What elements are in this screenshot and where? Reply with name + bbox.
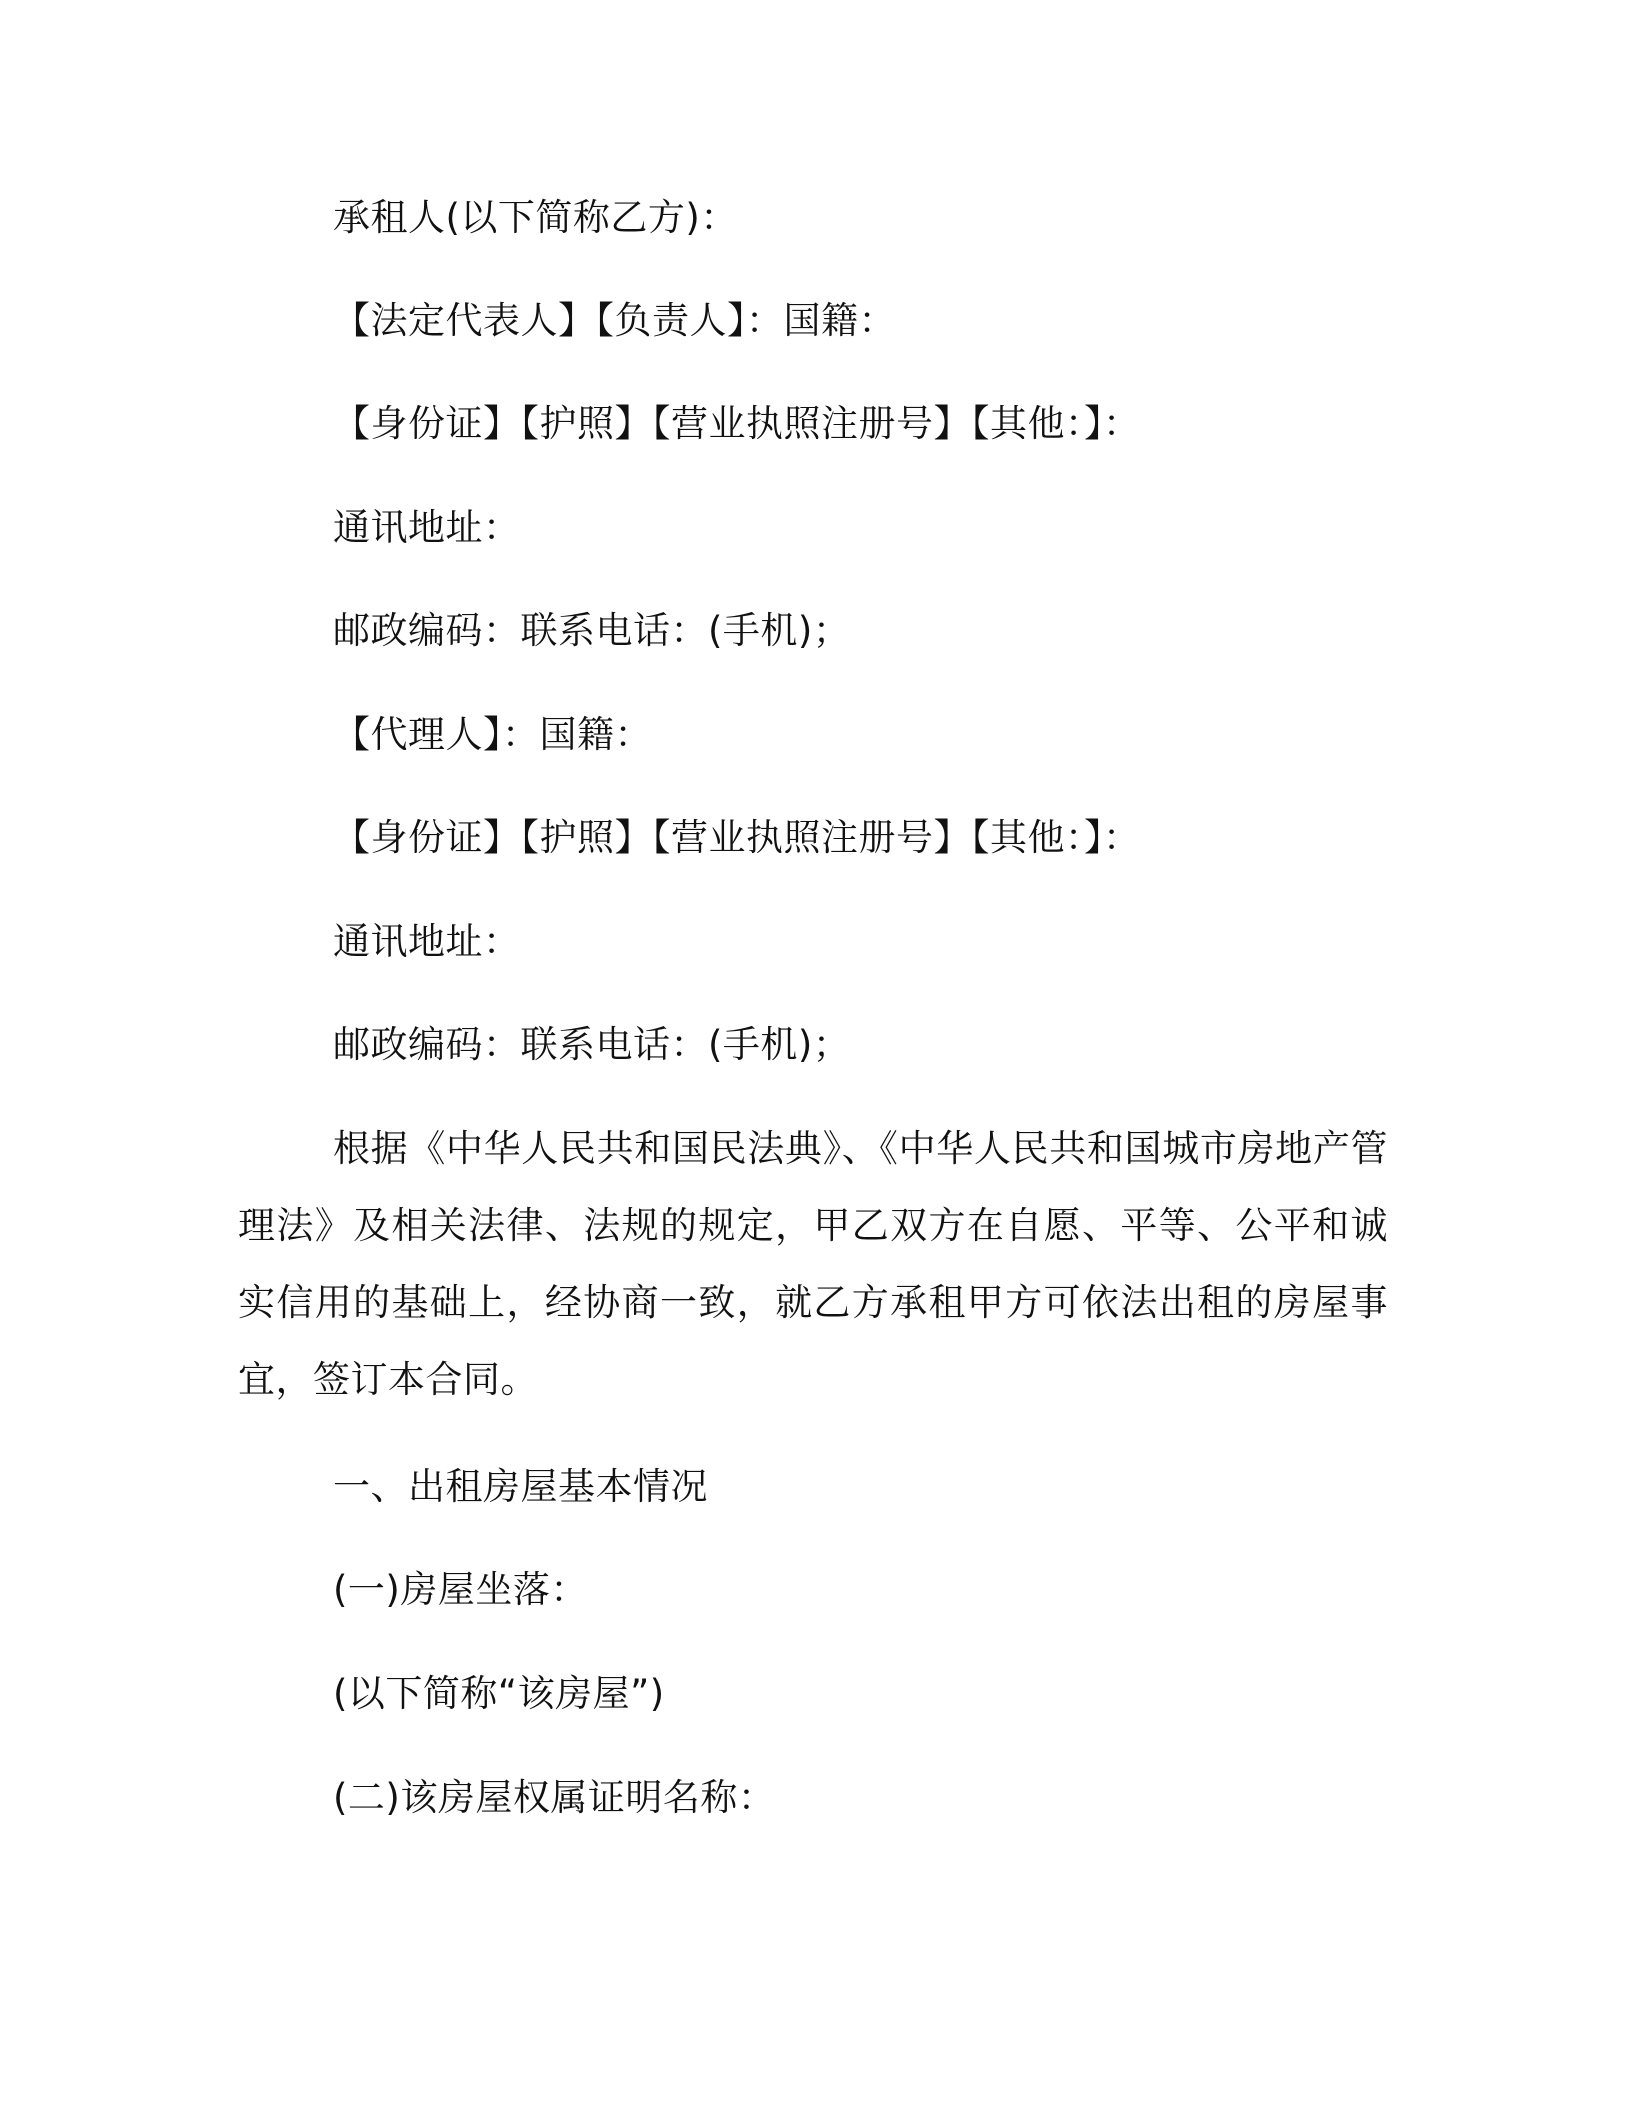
id-document-line: 【身份证】【护照】【营业执照注册号】【其他：】： [333,402,1141,445]
section-item-abbreviation: (以下简称“该房屋”) [333,1672,665,1715]
section-item-title-certificate: (二)该房屋权属证明名称： [333,1776,776,1819]
legal-representative-line: 【法定代表人】【负责人】：国籍： [333,299,896,342]
agent-line: 【代理人】：国籍： [333,713,652,756]
address-line: 通讯地址： [333,506,521,549]
agent-address-line: 通讯地址： [333,920,521,963]
section-heading: 一、出租房屋基本情况 [333,1465,708,1508]
lessee-line: 承租人(以下简称乙方)： [333,196,738,239]
section-item-location: (一)房屋坐落： [333,1568,588,1611]
contract-preamble-paragraph: 根据《中华人民共和国民法典》、《中华人民共和国城市房地产管理法》及相关法律、法规的规定，甲乙双方在自愿、平等、公平和诚实信用的基础上，经协商一致，就乙方承租甲方可依法出租的房屋事宜，签订本合同。 [238,1127,1388,1401]
postal-phone-line: 邮政编码：联系电话：(手机)； [333,609,851,652]
agent-postal-phone-line: 邮政编码：联系电话：(手机)； [333,1023,851,1066]
agent-id-document-line: 【身份证】【护照】【营业执照注册号】【其他：】： [333,816,1141,859]
